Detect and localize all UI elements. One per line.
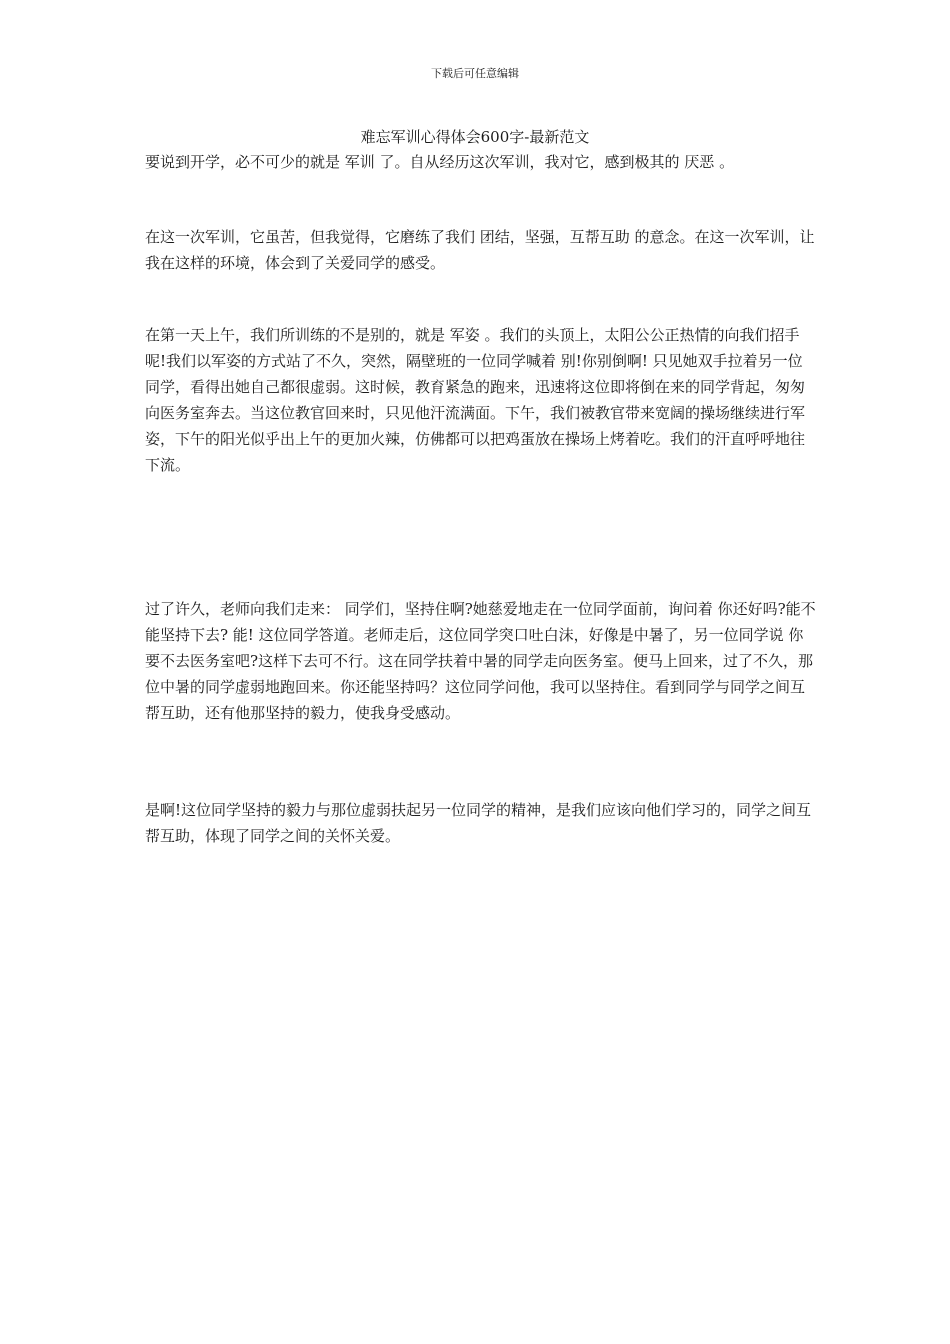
document-title: 难忘军训心得体会600字-最新范文 bbox=[360, 128, 590, 146]
page-header: 下载后可任意编辑 bbox=[431, 67, 519, 80]
paragraph-3: 在第一天上午，我们所训练的不是别的，就是 军姿 。我们的头顶上，太阳公公正热情的向我们招手呢!我们以军姿的方式站了不久，突然，隔壁班的一位同学喊着 别!你别倒啊! 只见她双手拉着另一位同学，看得出她自己都很虚弱。这时候，教育紧急的跑来，迅速将这位即将倒在来的同学背起，匆匆向医务室奔去。当这位教官回来时，只见他汗流满面。下午，我们被教官带来宽阔的操场继续进行军姿，下午的阳光似乎出上午的更加火辣，仿佛都可以把鸡蛋放在操场上烤着吃。我们的汗直呼呼地往下流。 bbox=[145, 326, 806, 474]
paragraph-5: 是啊!这位同学坚持的毅力与那位虚弱扶起另一位同学的精神，是我们应该向他们学习的，同学之间互帮互助，体现了同学之间的关怀关爱。 bbox=[145, 801, 812, 845]
paragraph-1: 要说到开学，必不可少的就是 军训 了。自从经历这次军训，我对它，感到极其的 厌恶 。 bbox=[145, 153, 735, 171]
paragraph-4: 过了许久，老师向我们走来： 同学们，坚持住啊?她慈爱地走在一位同学面前，询问着 你还好吗?能不能坚持下去? 能! 这位同学答道。老师走后，这位同学突口吐白沫，好像是中暑了，另一位同学说 你要不去医务室吧?这样下去可不行。这在同学扶着中暑的同学走向医务室。便马上回来，过了不久，那位中暑的同学虚弱地跑回来。你还能坚持吗？这位同学问他，我可以坚持住。看到同学与同学之间互帮互助，还有他那坚持的毅力，使我身受感动。 bbox=[145, 600, 816, 722]
paragraph-2: 在这一次军训，它虽苦，但我觉得，它磨练了我们 团结，坚强，互帮互助 的意念。在这一次军训，让我在这样的环境，体会到了关爱同学的感受。 bbox=[145, 228, 815, 272]
